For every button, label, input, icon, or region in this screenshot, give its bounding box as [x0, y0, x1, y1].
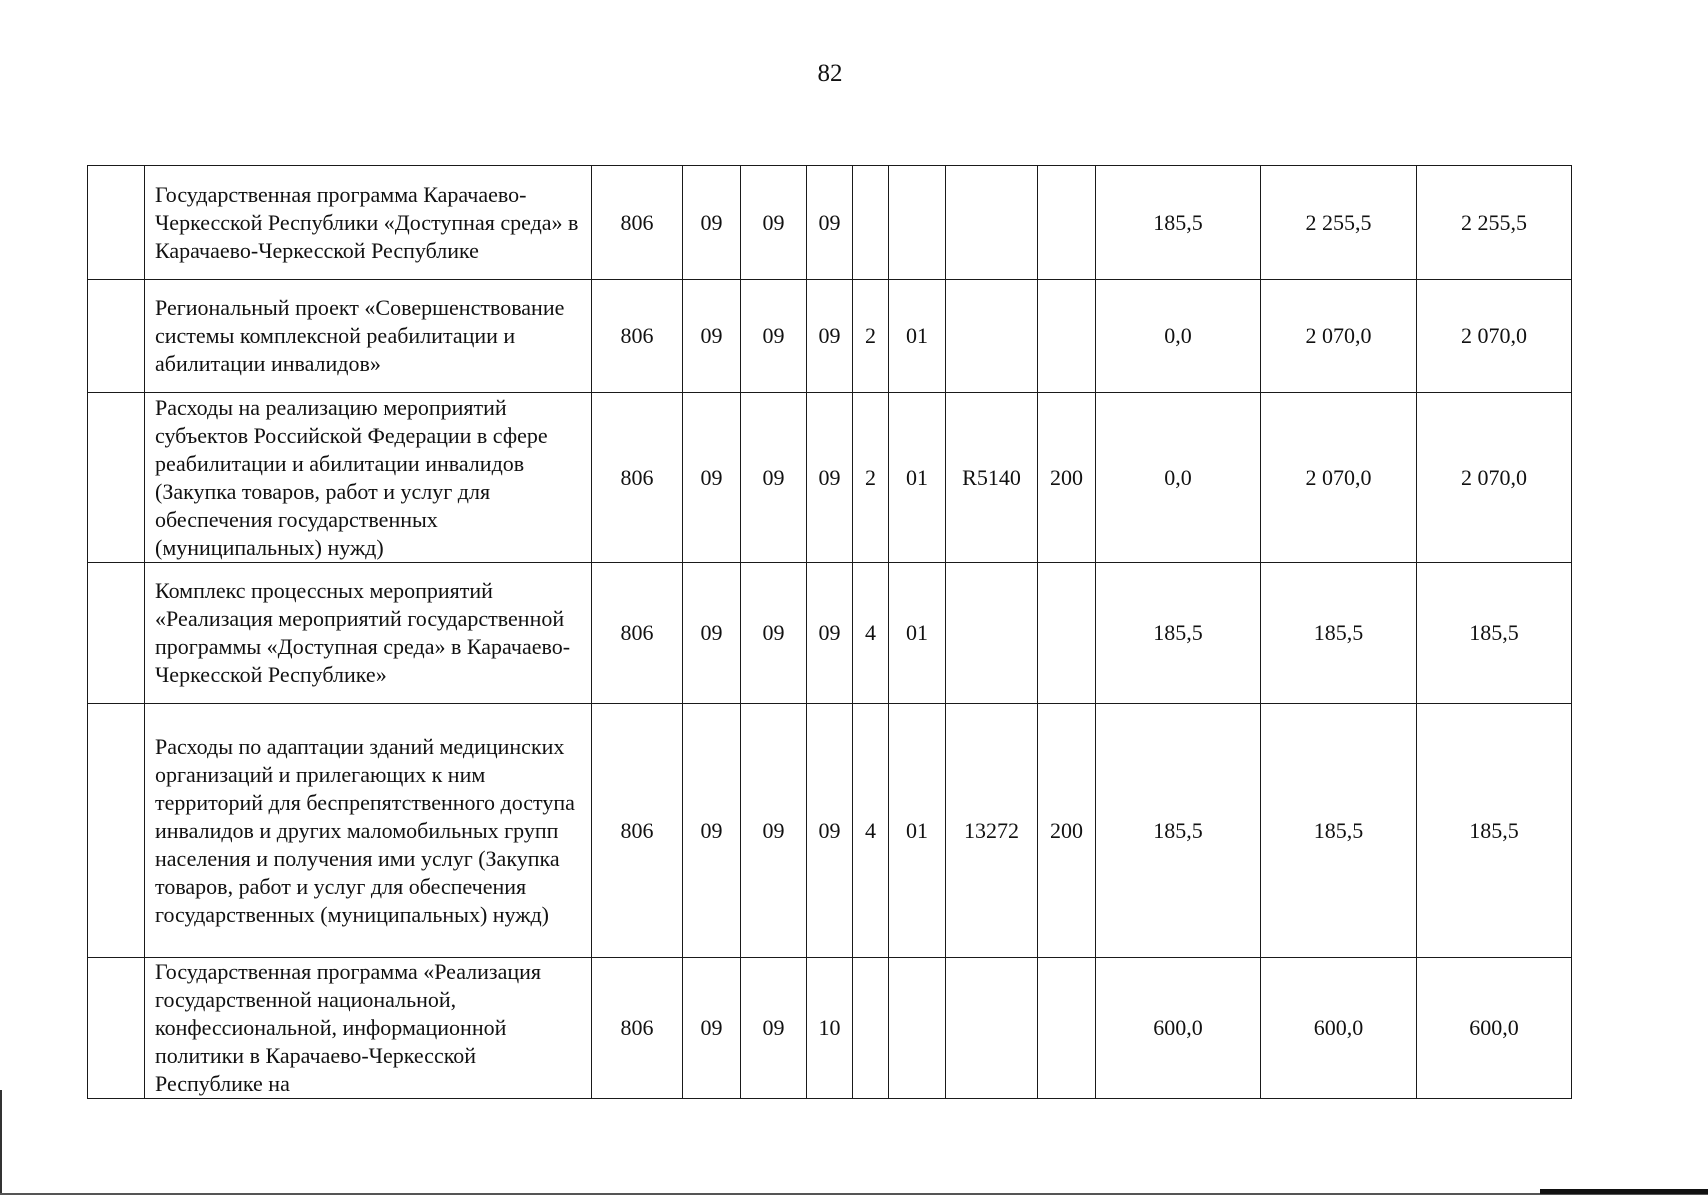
subsection-cell: 09 [741, 393, 807, 563]
target-article-event-cell: 01 [889, 704, 946, 958]
amount-year2-cell: 600,0 [1261, 958, 1417, 1099]
amount-year1-cell: 600,0 [1096, 958, 1261, 1099]
amount-year2-cell: 2 070,0 [1261, 280, 1417, 393]
subsection-cell: 09 [741, 958, 807, 1099]
target-article-event-cell: 01 [889, 280, 946, 393]
amount-year2-cell: 2 070,0 [1261, 393, 1417, 563]
target-article-event-cell: 01 [889, 393, 946, 563]
grbs-cell: 806 [592, 563, 683, 704]
grbs-cell: 806 [592, 393, 683, 563]
table-row [88, 166, 1572, 280]
page-number: 82 [817, 60, 843, 87]
expense-type-cell: 200 [1038, 704, 1096, 958]
amount-year3-cell: 2 070,0 [1417, 393, 1572, 563]
subsection-cell: 09 [741, 280, 807, 393]
row-number-cell [88, 393, 145, 563]
target-article-direction-cell: R5140 [946, 393, 1038, 563]
item-name-cell: Государственная программа «Реализация государственной национальной, конфессиональной, информационной политики в Карачаево-Черкесской Республике на [145, 958, 592, 1099]
target-article-program-cell: 09 [807, 704, 853, 958]
expense-type-cell [1038, 166, 1096, 280]
section-cell: 09 [683, 393, 741, 563]
target-article-subprogram-cell: 4 [853, 563, 889, 704]
expense-type-cell [1038, 563, 1096, 704]
target-article-subprogram-cell: 2 [853, 280, 889, 393]
amount-year3-cell: 185,5 [1417, 704, 1572, 958]
amount-year1-cell: 0,0 [1096, 393, 1261, 563]
page-bottom-rule-thick [1540, 1189, 1708, 1194]
amount-year3-cell: 185,5 [1417, 563, 1572, 704]
table-row [88, 393, 1572, 563]
amount-year2-cell: 185,5 [1261, 704, 1417, 958]
subsection-cell: 09 [741, 563, 807, 704]
row-number-cell [88, 704, 145, 958]
target-article-program-cell: 09 [807, 563, 853, 704]
page-left-edge [0, 1090, 2, 1193]
row-number-cell [88, 563, 145, 704]
table-body [88, 166, 1572, 1099]
target-article-direction-cell: 13272 [946, 704, 1038, 958]
target-article-direction-cell [946, 166, 1038, 280]
section-cell: 09 [683, 958, 741, 1099]
expense-type-cell: 200 [1038, 393, 1096, 563]
row-number-cell [88, 958, 145, 1099]
amount-year1-cell: 185,5 [1096, 563, 1261, 704]
item-name-cell: Региональный проект «Совершенствование системы комплексной реабилитации и абилитации инвалидов» [145, 280, 592, 393]
target-article-program-cell: 09 [807, 280, 853, 393]
section-cell: 09 [683, 280, 741, 393]
row-number-cell [88, 166, 145, 280]
grbs-cell: 806 [592, 166, 683, 280]
amount-year1-cell: 185,5 [1096, 166, 1261, 280]
table-row [88, 704, 1572, 958]
item-name-cell: Расходы на реализацию мероприятий субъектов Российской Федерации в сфере реабилитации и абилитации инвалидов (Закупка товаров, работ и услуг для обеспечения государственных (муниципальных) нужд) [145, 393, 592, 563]
amount-year3-cell: 2 255,5 [1417, 166, 1572, 280]
grbs-cell: 806 [592, 958, 683, 1099]
amount-year2-cell: 185,5 [1261, 563, 1417, 704]
target-article-subprogram-cell: 4 [853, 704, 889, 958]
item-name-cell: Расходы по адаптации зданий медицинских организаций и прилегающих к ним территорий для беспрепятственного доступа инвалидов и других маломобильных групп населения и получения ими услуг (Закупка товаров, работ и услуг для обеспечения государственных (муниципальных) нужд) [145, 704, 592, 958]
target-article-event-cell [889, 166, 946, 280]
table-row [88, 280, 1572, 393]
amount-year1-cell: 185,5 [1096, 704, 1261, 958]
subsection-cell: 09 [741, 166, 807, 280]
row-number-cell [88, 280, 145, 393]
target-article-event-cell: 01 [889, 563, 946, 704]
amount-year1-cell: 0,0 [1096, 280, 1261, 393]
section-cell: 09 [683, 704, 741, 958]
item-name-cell: Государственная программа Карачаево-Черкесской Республики «Доступная среда» в Карачаево-Черкесской Республике [145, 166, 592, 280]
grbs-cell: 806 [592, 280, 683, 393]
target-article-direction-cell [946, 958, 1038, 1099]
amount-year2-cell: 2 255,5 [1261, 166, 1417, 280]
target-article-direction-cell [946, 280, 1038, 393]
target-article-subprogram-cell [853, 166, 889, 280]
grbs-cell: 806 [592, 704, 683, 958]
budget-table [87, 165, 1572, 1099]
expense-type-cell [1038, 958, 1096, 1099]
section-cell: 09 [683, 166, 741, 280]
target-article-subprogram-cell [853, 958, 889, 1099]
amount-year3-cell: 600,0 [1417, 958, 1572, 1099]
item-name-cell: Комплекс процессных мероприятий «Реализация мероприятий государственной программы «Доступная среда» в Карачаево-Черкесской Республике» [145, 563, 592, 704]
target-article-program-cell: 09 [807, 166, 853, 280]
table-row [88, 958, 1572, 1099]
target-article-event-cell [889, 958, 946, 1099]
target-article-subprogram-cell: 2 [853, 393, 889, 563]
subsection-cell: 09 [741, 704, 807, 958]
target-article-direction-cell [946, 563, 1038, 704]
page-bottom-rule [0, 1193, 1708, 1195]
expense-type-cell [1038, 280, 1096, 393]
table-row [88, 563, 1572, 704]
target-article-program-cell: 10 [807, 958, 853, 1099]
target-article-program-cell: 09 [807, 393, 853, 563]
amount-year3-cell: 2 070,0 [1417, 280, 1572, 393]
section-cell: 09 [683, 563, 741, 704]
